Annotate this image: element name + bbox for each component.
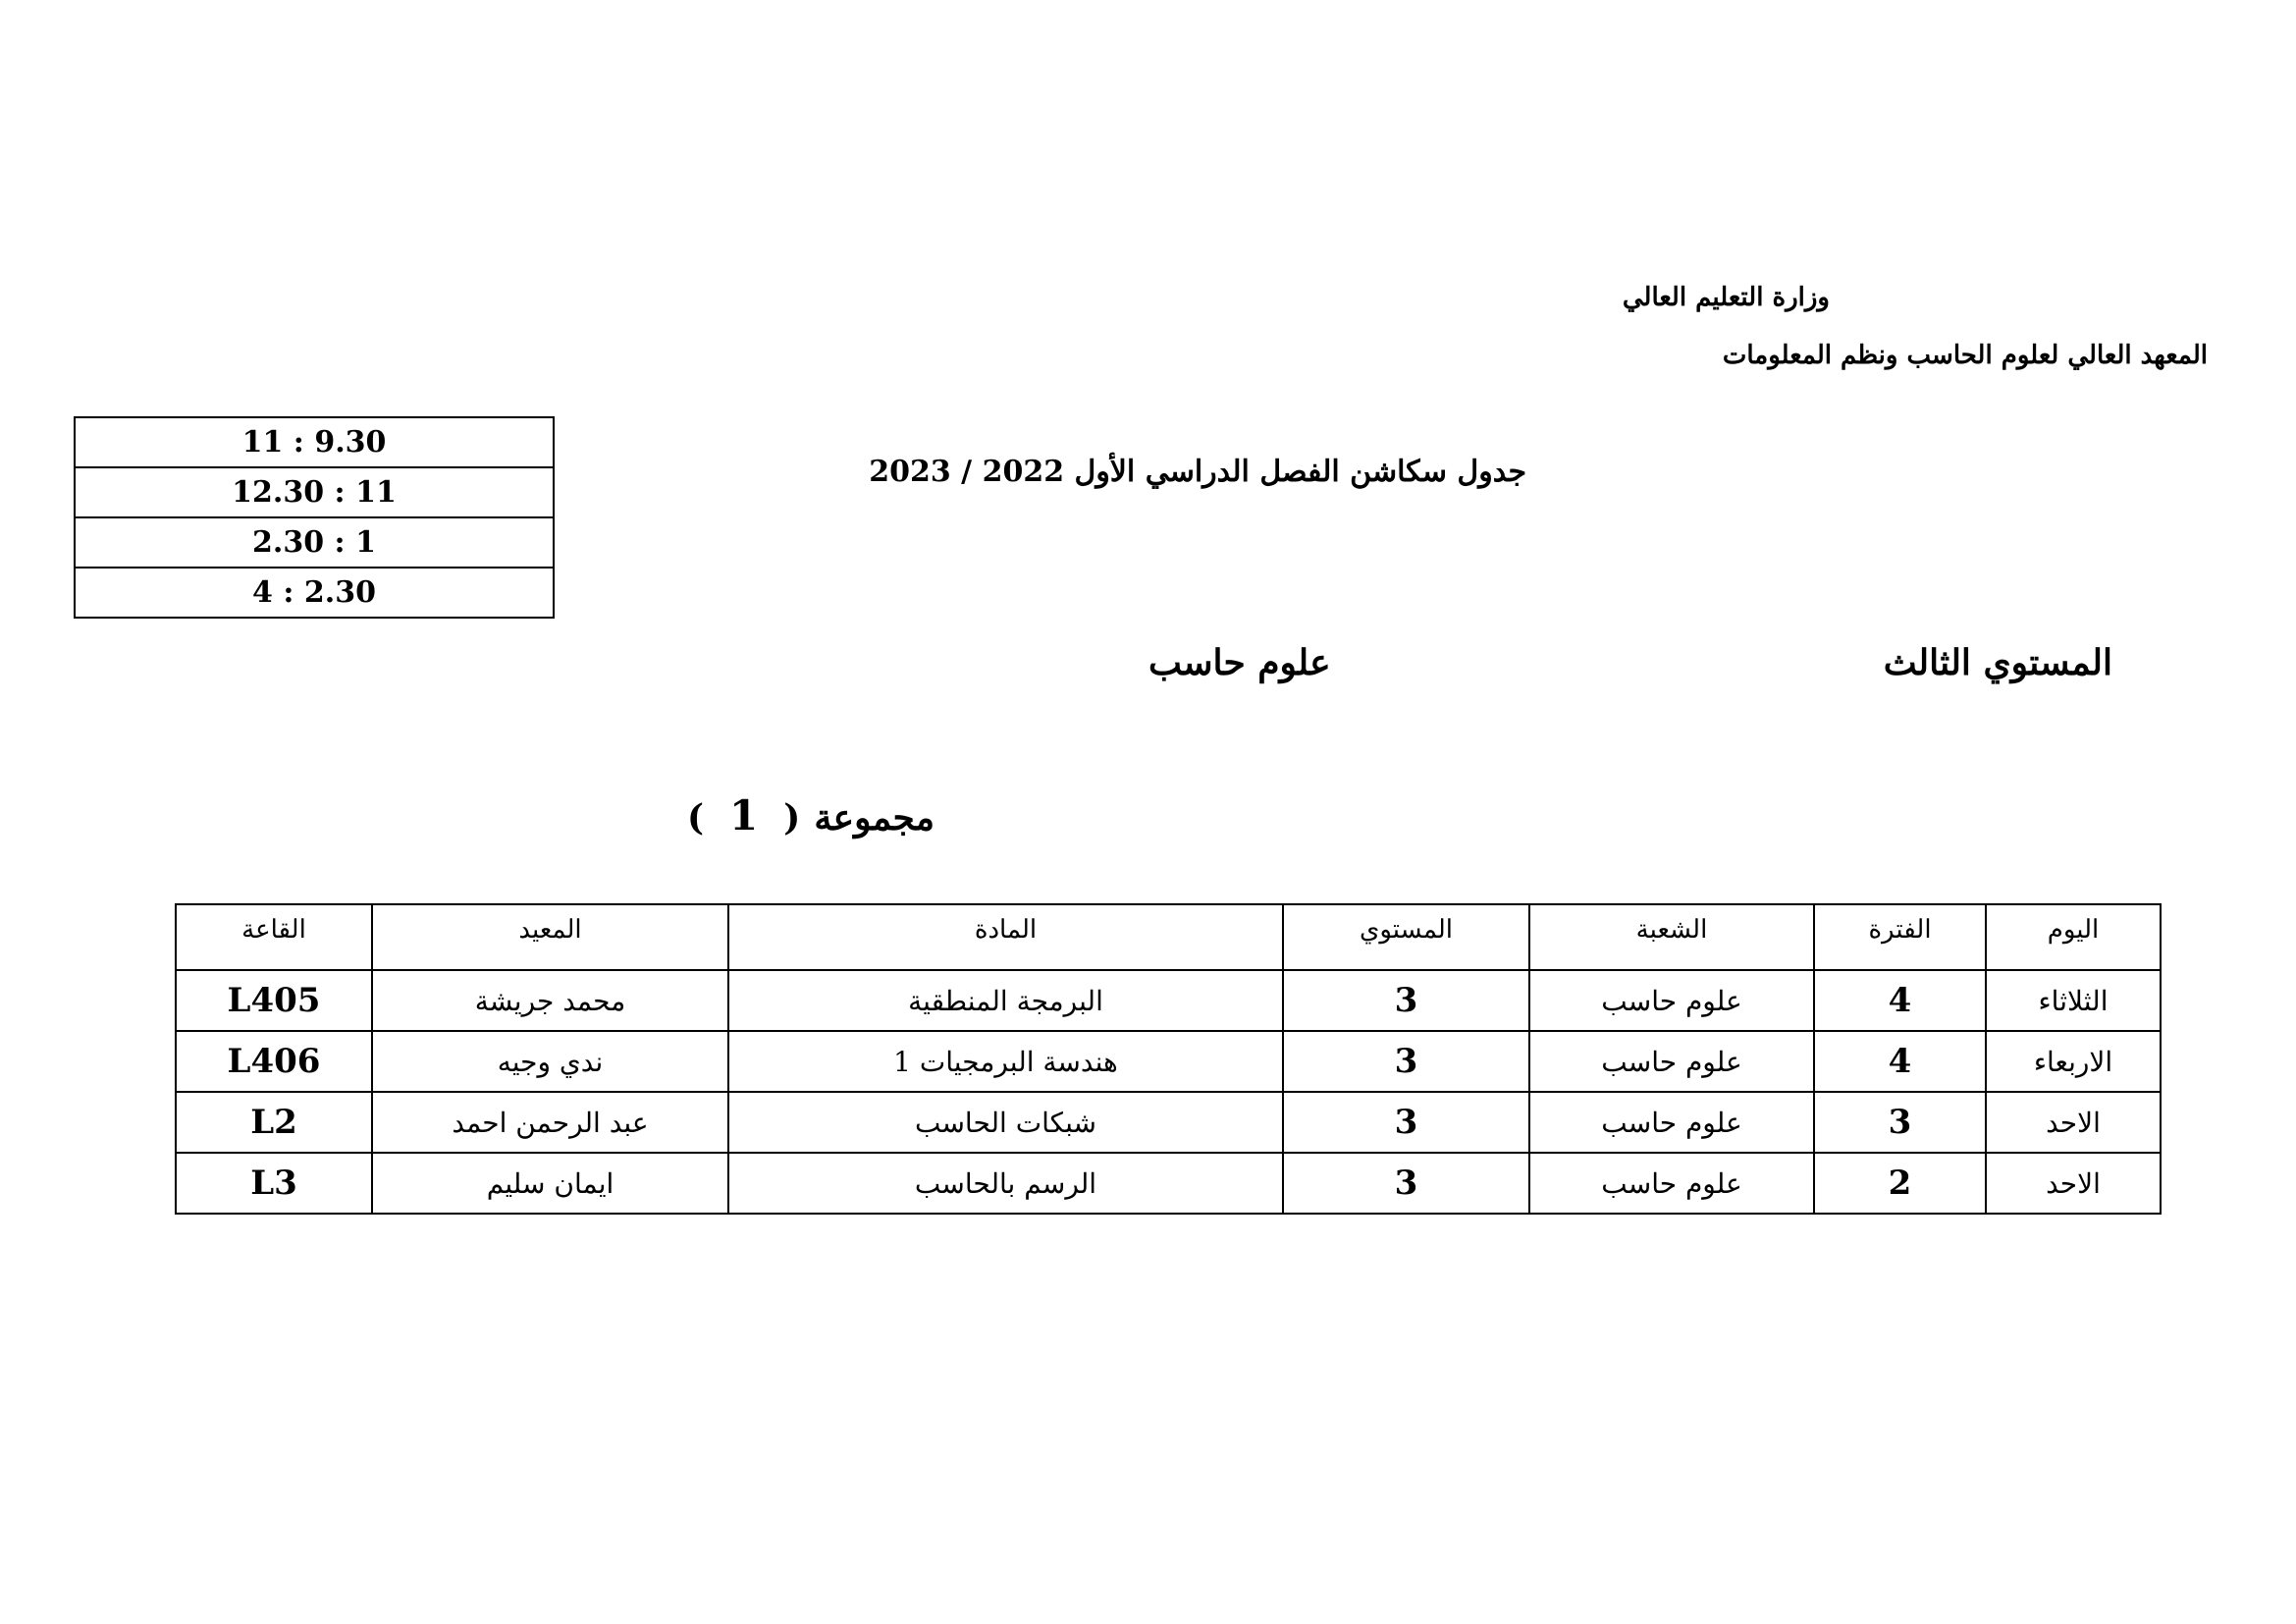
cell-division: علوم حاسب: [1529, 1092, 1814, 1153]
cell-period: 2: [1814, 1153, 1986, 1214]
cell-room: L2: [176, 1092, 372, 1153]
group-label: مجموعة: [814, 797, 935, 839]
cell-division: علوم حاسب: [1529, 1153, 1814, 1214]
cell-instructor: عبد الرحمن احمد: [372, 1092, 728, 1153]
cell-subject: شبكات الحاسب: [728, 1092, 1283, 1153]
cell-subject: الرسم بالحاسب: [728, 1153, 1283, 1214]
time-slots-table: [74, 416, 555, 619]
group-number: 1: [729, 791, 759, 839]
cell-period: 4: [1814, 970, 1986, 1031]
time-slot-row: [75, 568, 554, 618]
header-division: الشعبة: [1529, 904, 1814, 970]
cell-day: الاحد: [1986, 1092, 2161, 1153]
table-row: [176, 1092, 2161, 1153]
header-room: القاعة: [176, 904, 372, 970]
level-label: المستوي الثالث: [1883, 642, 2112, 683]
group-heading: [673, 791, 934, 839]
header-period: الفترة: [1814, 904, 1986, 970]
header-level: المستوي: [1283, 904, 1529, 970]
cell-instructor: محمد جريشة: [372, 970, 728, 1031]
document-title: جدول سكاشن الفصل الدراسي الأول 2022 / 2023: [869, 455, 1526, 489]
header-instructor: المعيد: [372, 904, 728, 970]
time-slot: 4 : 2.30: [75, 568, 554, 618]
table-header-row: [176, 904, 2161, 970]
group-close-paren: ): [687, 797, 705, 839]
ministry-name: وزارة التعليم العالي: [1622, 283, 1830, 312]
institute-name: المعهد العالي لعلوم الحاسب ونظم المعلومات: [1722, 341, 2208, 370]
cell-subject: هندسة البرمجيات 1: [728, 1031, 1283, 1092]
cell-day: الاحد: [1986, 1153, 2161, 1214]
cell-room: L406: [176, 1031, 372, 1092]
cell-room: L3: [176, 1153, 372, 1214]
header-day: اليوم: [1986, 904, 2161, 970]
cell-room: L405: [176, 970, 372, 1031]
cell-level: 3: [1283, 970, 1529, 1031]
group-open-paren: (: [783, 797, 801, 839]
cell-level: 3: [1283, 1153, 1529, 1214]
cell-level: 3: [1283, 1092, 1529, 1153]
header-subject: المادة: [728, 904, 1283, 970]
table-row: [176, 970, 2161, 1031]
cell-day: الاربعاء: [1986, 1031, 2161, 1092]
time-slot-row: [75, 467, 554, 517]
cell-day: الثلاثاء: [1986, 970, 2161, 1031]
cell-period: 3: [1814, 1092, 1986, 1153]
table-row: [176, 1031, 2161, 1092]
cell-division: علوم حاسب: [1529, 1031, 1814, 1092]
cell-level: 3: [1283, 1031, 1529, 1092]
time-slot-row: [75, 517, 554, 568]
schedule-table: [175, 903, 2162, 1215]
time-slot: 2.30 : 1: [75, 517, 554, 568]
time-slot: 11 : 9.30: [75, 417, 554, 467]
cell-instructor: ندي وجيه: [372, 1031, 728, 1092]
time-slot: 12.30 : 11: [75, 467, 554, 517]
cell-instructor: ايمان سليم: [372, 1153, 728, 1214]
cell-period: 4: [1814, 1031, 1986, 1092]
cell-subject: البرمجة المنطقية: [728, 970, 1283, 1031]
time-slot-row: [75, 417, 554, 467]
cell-division: علوم حاسب: [1529, 970, 1814, 1031]
table-row: [176, 1153, 2161, 1214]
department-label: علوم حاسب: [1148, 642, 1331, 683]
